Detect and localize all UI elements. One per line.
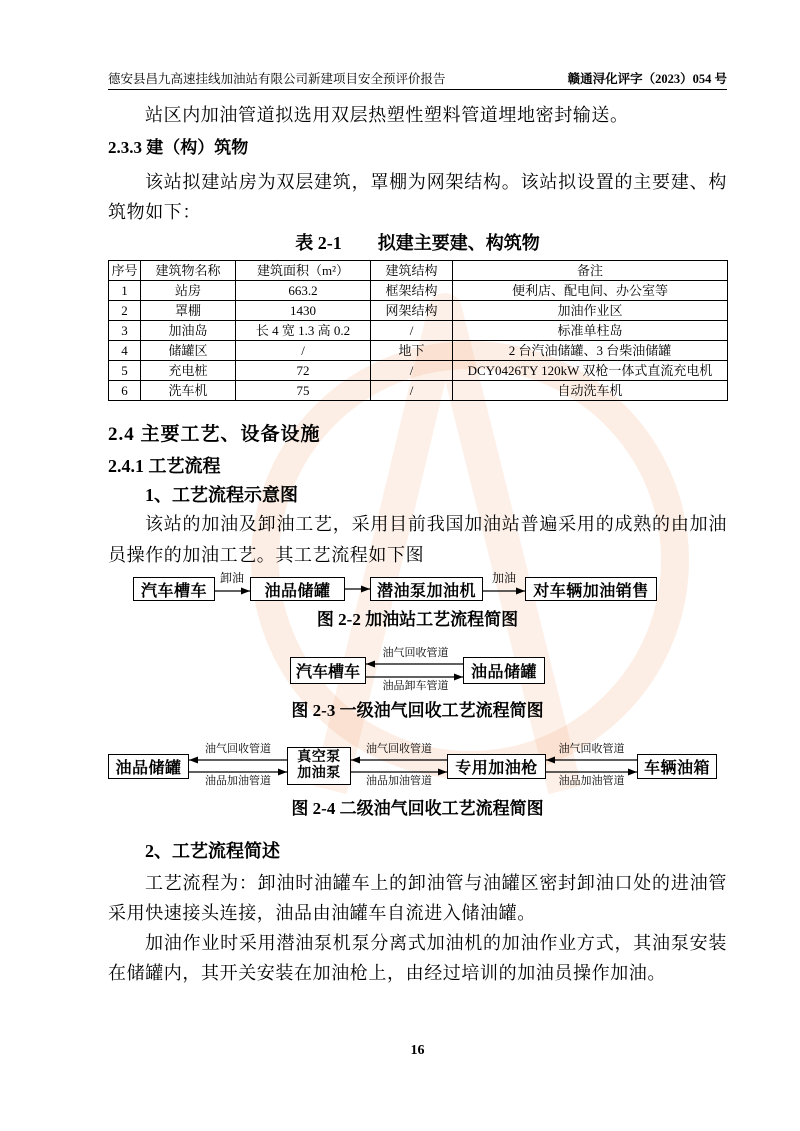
- table-cell: 4: [109, 341, 141, 361]
- table-cell: /: [371, 381, 453, 401]
- table-cell: 75: [236, 381, 371, 401]
- fig22-node-dispenser: 潜油泵加油机: [370, 577, 483, 601]
- fig23-caption: 图 2-3 一级油气回收工艺流程简图: [291, 701, 544, 720]
- table-cell: 5: [109, 361, 141, 381]
- table-row: [109, 381, 728, 401]
- fig24-label-vapor-return-1: 油气回收管道: [205, 743, 271, 755]
- table-cell: 2 台汽油储罐、3 台柴油储罐: [453, 341, 728, 361]
- table-cell: 663.2: [236, 281, 371, 301]
- fig23-node-storage-tank: 油品储罐: [463, 657, 545, 684]
- table-row: [109, 341, 728, 361]
- table-cell: 长 4 宽 1.3 高 0.2: [236, 321, 371, 341]
- table-cell: 6: [109, 381, 141, 401]
- table-cell: /: [371, 321, 453, 341]
- buildings-table: [108, 260, 728, 401]
- table-cell: /: [371, 361, 453, 381]
- column-header: 序号: [109, 261, 141, 281]
- section-2-4-1-heading: 2.4.1 工艺流程: [108, 456, 221, 476]
- fig24-label-supply-3: 油品加油管道: [558, 775, 625, 787]
- section-2-3-3-paragraph: 该站拟建站房为双层建筑，罩棚为网架结构。该站拟设置的主要建、构筑物如下：: [108, 172, 727, 222]
- fig22-label-refuel: 加油: [491, 571, 516, 585]
- report-title: 德安县昌九高速挂线加油站有限公司新建项目安全预评价报告: [108, 72, 446, 86]
- table-cell: 罩棚: [141, 301, 236, 321]
- table-cell: 框架结构: [371, 281, 453, 301]
- table-cell: 加油岛: [141, 321, 236, 341]
- table-cell: 网架结构: [371, 301, 453, 321]
- table-cell: 72: [236, 361, 371, 381]
- page-number: 16: [410, 1043, 425, 1058]
- table-cell: 3: [109, 321, 141, 341]
- page-header: [108, 70, 727, 90]
- table-cell: 地下: [371, 341, 453, 361]
- table-cell: DCY0426TY 120kW 双枪一体式直流充电机: [453, 361, 728, 381]
- table-cell: /: [236, 341, 371, 361]
- table-cell: 站房: [141, 281, 236, 301]
- fig23-node-tanker: 汽车槽车: [290, 657, 366, 684]
- item2-paragraph-1: 工艺流程为：卸油时油罐车上的卸油管与油罐区密封卸油口处的进油管采用快速接头连接，油品由油罐车自流进入储油罐。: [108, 873, 727, 923]
- column-header: 备注: [453, 261, 728, 281]
- item2-paragraph-2: 加油作业时采用潜油泵机泵分离式加油机的加油作业方式，其油泵安装在储罐内，其开关安装在加油枪上，由经过培训的加油员操作加油。: [108, 933, 727, 983]
- fig24-node-nozzle: 专用加油枪: [447, 754, 546, 779]
- fig24-label-vapor-return-2: 油气回收管道: [366, 743, 432, 755]
- table-cell: 储罐区: [141, 341, 236, 361]
- table-cell: 充电桩: [141, 361, 236, 381]
- table-cell: 标准单柱岛: [453, 321, 728, 341]
- fig23-label-unload-pipe: 油品卸车管道: [382, 680, 449, 692]
- table-row: [109, 301, 728, 321]
- column-header: 建筑面积（m²）: [236, 261, 371, 281]
- fig24-node-pump-line2: 加油泵: [297, 766, 341, 781]
- section-2-4-heading: 2.4 主要工艺、设备设施: [108, 424, 321, 445]
- table-header-row: [109, 261, 728, 281]
- table-title: 表 2-1 拟建主要建、构筑物: [295, 233, 540, 253]
- section-2-3-3-heading: 2.3.3 建（构）筑物: [108, 138, 249, 157]
- table-row: [109, 281, 728, 301]
- table-cell: 自动洗车机: [453, 381, 728, 401]
- fig22-node-storage-tank: 油品储罐: [250, 577, 345, 601]
- table-cell: 1: [109, 281, 141, 301]
- item1-paragraph: 该站的加油及卸油工艺，采用目前我国加油站普遍采用的成熟的由加油员操作的加油工艺。其工艺流程如下图: [108, 514, 727, 565]
- table-cell: 洗车机: [141, 381, 236, 401]
- fig24-label-supply-2: 油品加油管道: [366, 775, 432, 787]
- intro-paragraph: 站区内加油管道拟选用双层热塑性塑料管道埋地密封输送。: [145, 105, 629, 125]
- fig24-label-supply-1: 油品加油管道: [205, 775, 271, 787]
- fig24-node-storage-tank: 油品储罐: [108, 754, 189, 779]
- fig23-label-vapor-return: 油气回收管道: [382, 647, 449, 659]
- table-cell: 加油作业区: [453, 301, 728, 321]
- table-row: [109, 361, 728, 381]
- fig22-node-tanker: 汽车槽车: [133, 577, 215, 601]
- fig24-node-vehicle-tank: 车辆油箱: [637, 754, 717, 779]
- fig22-node-vehicle-sales: 对车辆加油销售: [525, 577, 657, 601]
- report-number: 赣通浔化评字（2023）054 号: [567, 72, 727, 86]
- table-cell: 1430: [236, 301, 371, 321]
- column-header: 建筑结构: [371, 261, 453, 281]
- fig22-label-unload: 卸油: [219, 571, 244, 585]
- table-cell: 便利店、配电间、办公室等: [453, 281, 728, 301]
- table-row: [109, 321, 728, 341]
- fig24-node-pump: [287, 747, 351, 785]
- fig22-caption: 图 2-2 加油站工艺流程简图: [316, 610, 519, 629]
- fig24-label-vapor-return-3: 油气回收管道: [558, 743, 625, 755]
- item1-title: 1、工艺流程示意图: [145, 485, 298, 505]
- table-cell: 2: [109, 301, 141, 321]
- column-header: 建筑物名称: [141, 261, 236, 281]
- fig24-caption: 图 2-4 二级油气回收工艺流程简图: [291, 799, 544, 818]
- item2-title: 2、工艺流程简述: [145, 841, 280, 861]
- fig24-node-pump-line1: 真空泵: [297, 750, 341, 765]
